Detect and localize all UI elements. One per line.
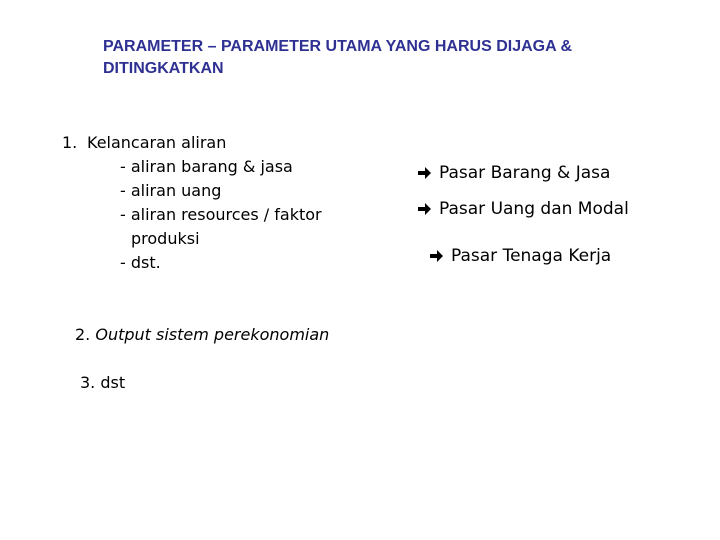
item-3-number: 3. — [80, 373, 96, 392]
item-3-label: dst — [100, 373, 126, 392]
market-label: Pasar Uang dan Modal — [439, 199, 629, 219]
market-item-tenaga-kerja — [430, 244, 611, 268]
title-line-1: PARAMETER – PARAMETER UTAMA YANG HARUS DIJAGA & — [103, 38, 573, 55]
item-1-label: Kelancaran aliran — [87, 133, 227, 152]
item-3 — [80, 371, 125, 395]
subitem-aliran-resources-cont: produksi — [131, 229, 200, 248]
right-arrow-icon — [418, 166, 431, 180]
subitem-aliran-barang: - aliran barang & jasa — [120, 157, 293, 176]
subitem-aliran-uang: - aliran uang — [120, 181, 222, 200]
right-arrow-icon — [418, 202, 431, 216]
subitem-dst: - dst. — [120, 253, 161, 272]
item-2 — [75, 323, 329, 347]
item-2-label: Output sistem perekonomian — [95, 325, 330, 344]
slide-title — [103, 36, 683, 80]
market-item-uang-modal — [418, 197, 629, 221]
market-label: Pasar Barang & Jasa — [439, 163, 611, 183]
right-arrow-icon — [430, 249, 443, 263]
subitem-aliran-resources: - aliran resources / faktor — [120, 205, 322, 224]
item-1-number: 1. — [62, 133, 78, 152]
item-2-number: 2. — [75, 325, 91, 344]
title-line-2: DITINGKATKAN — [103, 60, 224, 77]
market-item-barang-jasa — [418, 161, 610, 185]
market-label: Pasar Tenaga Kerja — [451, 246, 612, 266]
